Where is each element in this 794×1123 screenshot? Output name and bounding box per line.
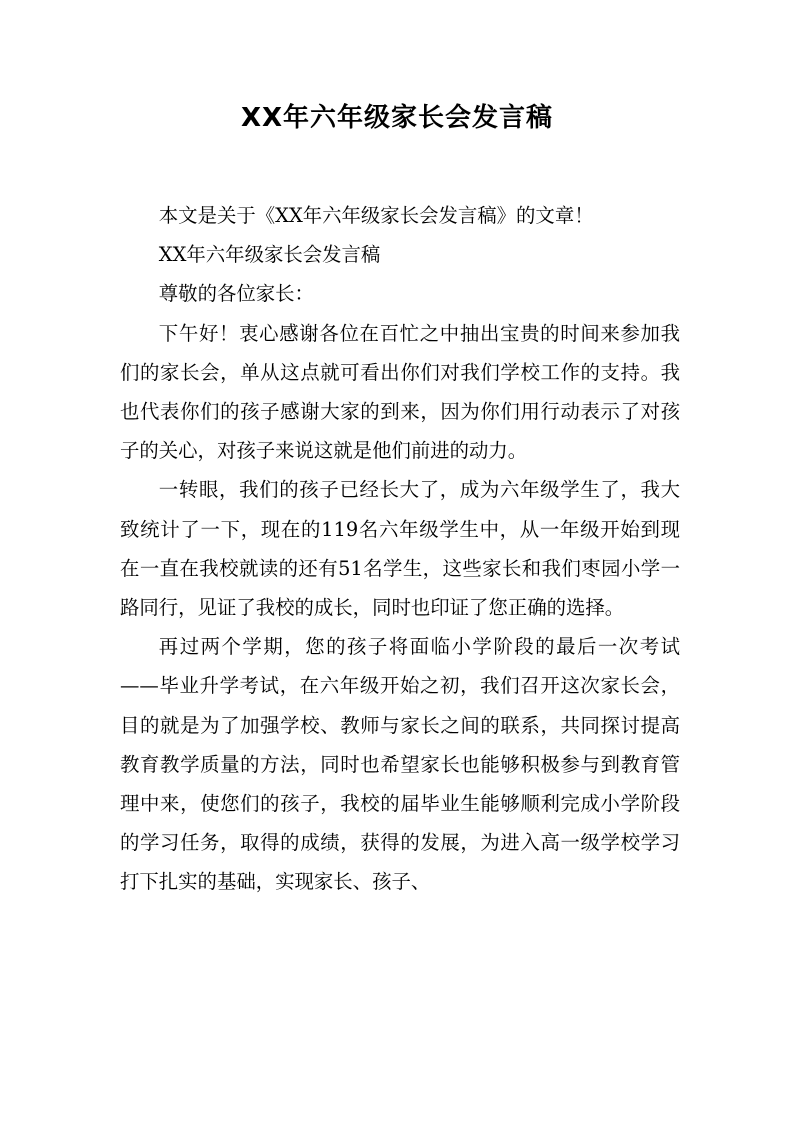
document-body [120,196,680,902]
body-paragraph-3: 再过两个学期，您的孩子将面临小学阶段的最后一次考试——毕业升学考试，在六年级开始之初，我们召开这次家长会，目的就是为了加强学校、教师与家长之间的联系，共同探讨提高教育教学质量的方法，同时也希望家长也能够积极参与到教育管理中来，使您们的孩子，我校的届毕业生能够顺利完成小学阶段的学习任务，取得的成绩，获得的发展，为进入高一级学校学习打下扎实的基础，实现家长、孩子、 [120,635,680,894]
subtitle-paragraph: XX年六年级家长会发言稿 [158,243,381,267]
salutation-paragraph: 尊敬的各位家长： [158,282,314,306]
document-title: XX年六年级家长会发言稿 [240,103,554,133]
body-paragraph-1: 下午好！衷心感谢各位在百忙之中抽出宝贵的时间来参加我们的家长会，单从这点就可看出你们对我们学校工作的支持。我也代表你们的孩子感谢大家的到来，因为你们用行动表示了对孩子的关心，对孩子来说这就是他们前进的动力。 [120,321,680,463]
body-paragraph-2: 一转眼，我们的孩子已经长大了，成为六年级学生了，我大致统计了一下，现在的119名六年级学生中，从一年级开始到现在一直在我校就读的还有51名学生，这些家长和我们枣园小学一路同行，见证了我校的成长，同时也印证了您正确的选择。 [120,478,680,620]
intro-paragraph: 本文是关于《XX年六年级家长会发言稿》的文章！ [158,204,594,227]
